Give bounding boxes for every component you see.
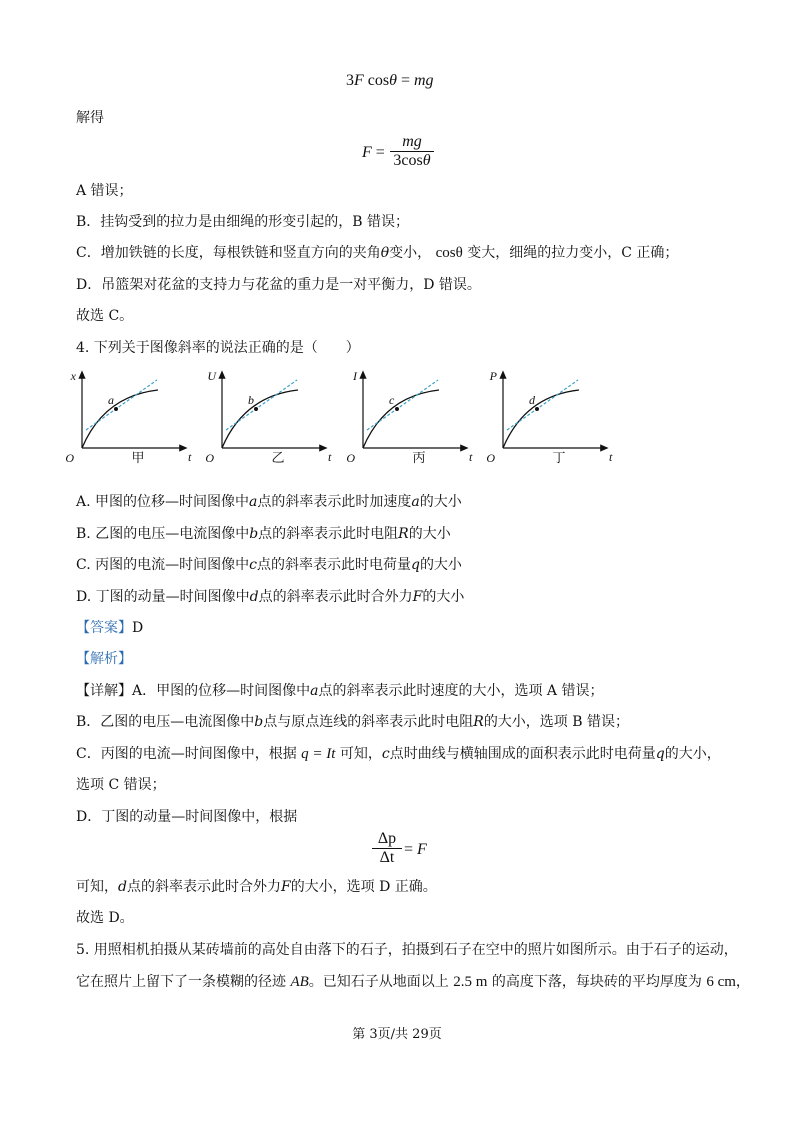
eq1-cos: cos — [367, 72, 390, 89]
detail-b-part3: 的大小，选项 B 错误； — [483, 714, 630, 730]
eq3-equals: = — [404, 841, 414, 858]
opt-b-var: b — [249, 526, 259, 542]
opt-b-var2: R — [398, 526, 409, 542]
opt-d-part3: 的大小 — [422, 589, 465, 605]
graph-3 — [346, 369, 473, 465]
origin-label-4: O — [486, 451, 495, 465]
curve-1 — [82, 390, 158, 448]
opt-d-var2: F — [412, 589, 423, 605]
y-axis-label-4: P — [489, 369, 497, 383]
point-marker-4 — [535, 407, 539, 411]
choose-d: 故选 D。 — [76, 910, 134, 926]
detail-d-part2: 点的斜率表示此时合外力 — [126, 879, 281, 895]
opt-c-part2: 点的斜率表示此时电荷量 — [256, 557, 411, 573]
x-axis-label-1: t — [188, 450, 192, 464]
detail-c-part2: 可知， — [339, 746, 382, 762]
opt-b-part1: B. 乙图的电压—电流图像中 — [76, 526, 250, 542]
opt-b-part3: 的大小 — [408, 526, 451, 542]
curve-4 — [503, 390, 579, 448]
d-line: D．吊篮架对花盆的支持力与花盆的重力是一对平衡力，D 错误。 — [76, 277, 481, 293]
point-marker-2 — [254, 407, 258, 411]
curve-2 — [222, 390, 298, 448]
option-a[interactable] — [76, 492, 462, 512]
y-axis-label-3: I — [353, 369, 357, 383]
eq2-equals: = — [375, 144, 385, 161]
caption-4: 丁 — [552, 450, 566, 465]
opt-c-var2: q — [410, 557, 420, 573]
opt-c-var: c — [249, 557, 257, 573]
point-marker-3 — [395, 407, 399, 411]
c-line-part2: 变小， — [389, 245, 432, 261]
detail-b-var: b — [254, 714, 264, 730]
detail-a-var: a — [310, 683, 319, 699]
graphs-row — [0, 368, 794, 478]
eq1-coeff: 3 — [346, 72, 354, 89]
eq2-den-coeff: 3 — [393, 152, 402, 169]
y-axis-label-1: x — [70, 369, 76, 383]
detail-a-part1: A．甲图的位移—时间图像中 — [132, 683, 311, 699]
opt-d-var: d — [249, 589, 259, 605]
eq3-numerator — [372, 830, 402, 848]
c-line-theta: θ — [380, 245, 390, 261]
detail-tag: 【详解】 — [76, 683, 132, 699]
answer-line — [76, 618, 143, 638]
option-d[interactable] — [76, 587, 464, 607]
question-5-line1: 5. 用照相机拍摄从某砖墙前的高处自由落下的石子，拍摄到石子在空中的照片如图所示。由于石子的运动， — [76, 942, 738, 958]
y-axis-label-2: U — [207, 369, 216, 383]
graph-1 — [65, 369, 192, 465]
x-axis-label-3: t — [469, 450, 473, 464]
caption-2: 乙 — [271, 450, 285, 465]
c-line — [76, 243, 678, 263]
q5-part3: 的高度下落，每块砖的平均厚度为 — [491, 974, 702, 990]
opt-b-part2: 点的斜率表示此时电阻 — [258, 526, 399, 542]
q5-part1: 它在照片上留下了一条模糊的径迹 — [76, 974, 286, 990]
page-footer: 第 3页/共 29页 — [352, 1027, 442, 1042]
eq2-denominator — [390, 152, 434, 170]
analysis-tag — [76, 649, 132, 669]
eq2-numerator: mg — [402, 133, 422, 150]
point-marker-1 — [114, 407, 118, 411]
solve-label: 解得 — [76, 110, 104, 126]
detail-c-cont: 选项 C 错误； — [76, 777, 166, 793]
eq2-den-theta: θ — [422, 152, 431, 169]
detail-d-cont — [76, 877, 437, 897]
graph-4 — [486, 369, 613, 465]
detail-a — [76, 681, 604, 701]
equation-1 — [346, 72, 434, 90]
question-5-line2 — [76, 972, 750, 992]
c-line-cos: cosθ — [435, 245, 463, 261]
eq2-den-cos: cos — [401, 152, 423, 169]
equation-2 — [362, 144, 385, 162]
curve-3 — [363, 390, 439, 448]
answer-tag: 【答案】 — [76, 620, 132, 636]
a-wrong-line: A 错误； — [76, 183, 133, 199]
detail-b-var2: R — [473, 714, 484, 730]
detail-c — [76, 744, 721, 764]
opt-a-part3: 的大小 — [419, 494, 462, 510]
detail-c-var2: q — [655, 746, 665, 762]
option-c[interactable] — [76, 555, 462, 575]
opt-c-part1: C. 丙图的电流—时间图像中 — [76, 557, 250, 573]
eq1-rhs: mg — [414, 72, 434, 89]
choose-c: 故选 C。 — [76, 308, 134, 324]
caption-1: 甲 — [131, 450, 145, 465]
detail-d-var2: F — [280, 879, 291, 895]
c-line-part3: 变大，细绳的拉力变小，C 正确； — [467, 245, 679, 261]
eq3-denominator — [372, 849, 402, 867]
c-line-part1: C．增加铁链的长度，每根铁链和竖直方向的夹角 — [76, 245, 381, 261]
detail-c-part3: 点时曲线与横轴围成的面积表示此时电荷量 — [389, 746, 656, 762]
detail-b-part1: B．乙图的电压—电流图像中 — [76, 714, 255, 730]
eq2-fraction — [390, 133, 434, 170]
graph-2 — [205, 369, 332, 465]
x-axis-label-2: t — [328, 450, 332, 464]
eq3-num-text: Δp — [377, 830, 397, 847]
q5-ab: AB — [290, 974, 309, 990]
detail-c-equation: q = It — [301, 746, 336, 762]
point-label-2: b — [248, 393, 254, 407]
opt-a-var2: a — [411, 494, 420, 510]
eq3-rhs: F — [417, 841, 427, 858]
opt-c-part3: 的大小 — [419, 557, 462, 573]
b-line: B．挂钩受到的拉力是由细绳的形变引起的，B 错误； — [76, 214, 410, 230]
point-label-1: a — [108, 393, 114, 407]
detail-a-part2: 点的斜率表示此时速度的大小，选项 A 错误； — [318, 683, 604, 699]
equation-3-rhs — [404, 841, 427, 859]
answer-value: D — [132, 620, 144, 636]
caption-3: 丙 — [412, 450, 426, 465]
q5-height: 2.5 m — [453, 974, 488, 990]
opt-a-part1: A. 甲图的位移—时间图像中 — [76, 494, 250, 510]
point-label-3: c — [389, 393, 395, 407]
opt-d-part1: D. 丁图的动量—时间图像中 — [76, 589, 250, 605]
origin-label-1: O — [65, 451, 74, 465]
x-axis-label-4: t — [609, 450, 613, 464]
point-label-4: d — [529, 393, 535, 407]
q5-thickness: 6 cm — [706, 974, 736, 990]
detail-c-var: c — [381, 746, 390, 762]
eq1-var: F — [354, 72, 364, 89]
option-b[interactable] — [76, 524, 451, 544]
detail-d-part3: 的大小，选项 D 正确。 — [290, 879, 437, 895]
eq1-theta: θ — [389, 72, 397, 89]
detail-d: D．丁图的动量—时间图像中，根据 — [76, 809, 298, 825]
opt-d-part2: 点的斜率表示此时合外力 — [258, 589, 413, 605]
question-4: 4. 下列关于图像斜率的说法正确的是（ ） — [76, 340, 360, 356]
detail-c-part4: 的大小， — [664, 746, 721, 762]
q5-part4: ， — [735, 974, 750, 990]
opt-a-var: a — [249, 494, 258, 510]
origin-label-3: O — [346, 451, 355, 465]
detail-b-part2: 点与原点连线的斜率表示此时电阻 — [263, 714, 474, 730]
eq3-den-text: Δt — [379, 849, 395, 866]
detail-c-part1: C．丙图的电流—时间图像中，根据 — [76, 746, 297, 762]
detail-b — [76, 712, 629, 732]
tangent-line-1 — [86, 380, 157, 430]
eq1-equals: = — [400, 72, 410, 89]
analysis-label: 【解析】 — [76, 651, 132, 667]
detail-d-part1: 可知， — [76, 879, 118, 895]
q5-part2: 。已知石子从地面以上 — [308, 974, 449, 990]
eq2-lhs: F — [362, 144, 372, 161]
opt-a-part2: 点的斜率表示此时加速度 — [257, 494, 412, 510]
eq3-fraction — [372, 830, 402, 867]
detail-d-var: d — [118, 879, 127, 895]
origin-label-2: O — [205, 451, 214, 465]
